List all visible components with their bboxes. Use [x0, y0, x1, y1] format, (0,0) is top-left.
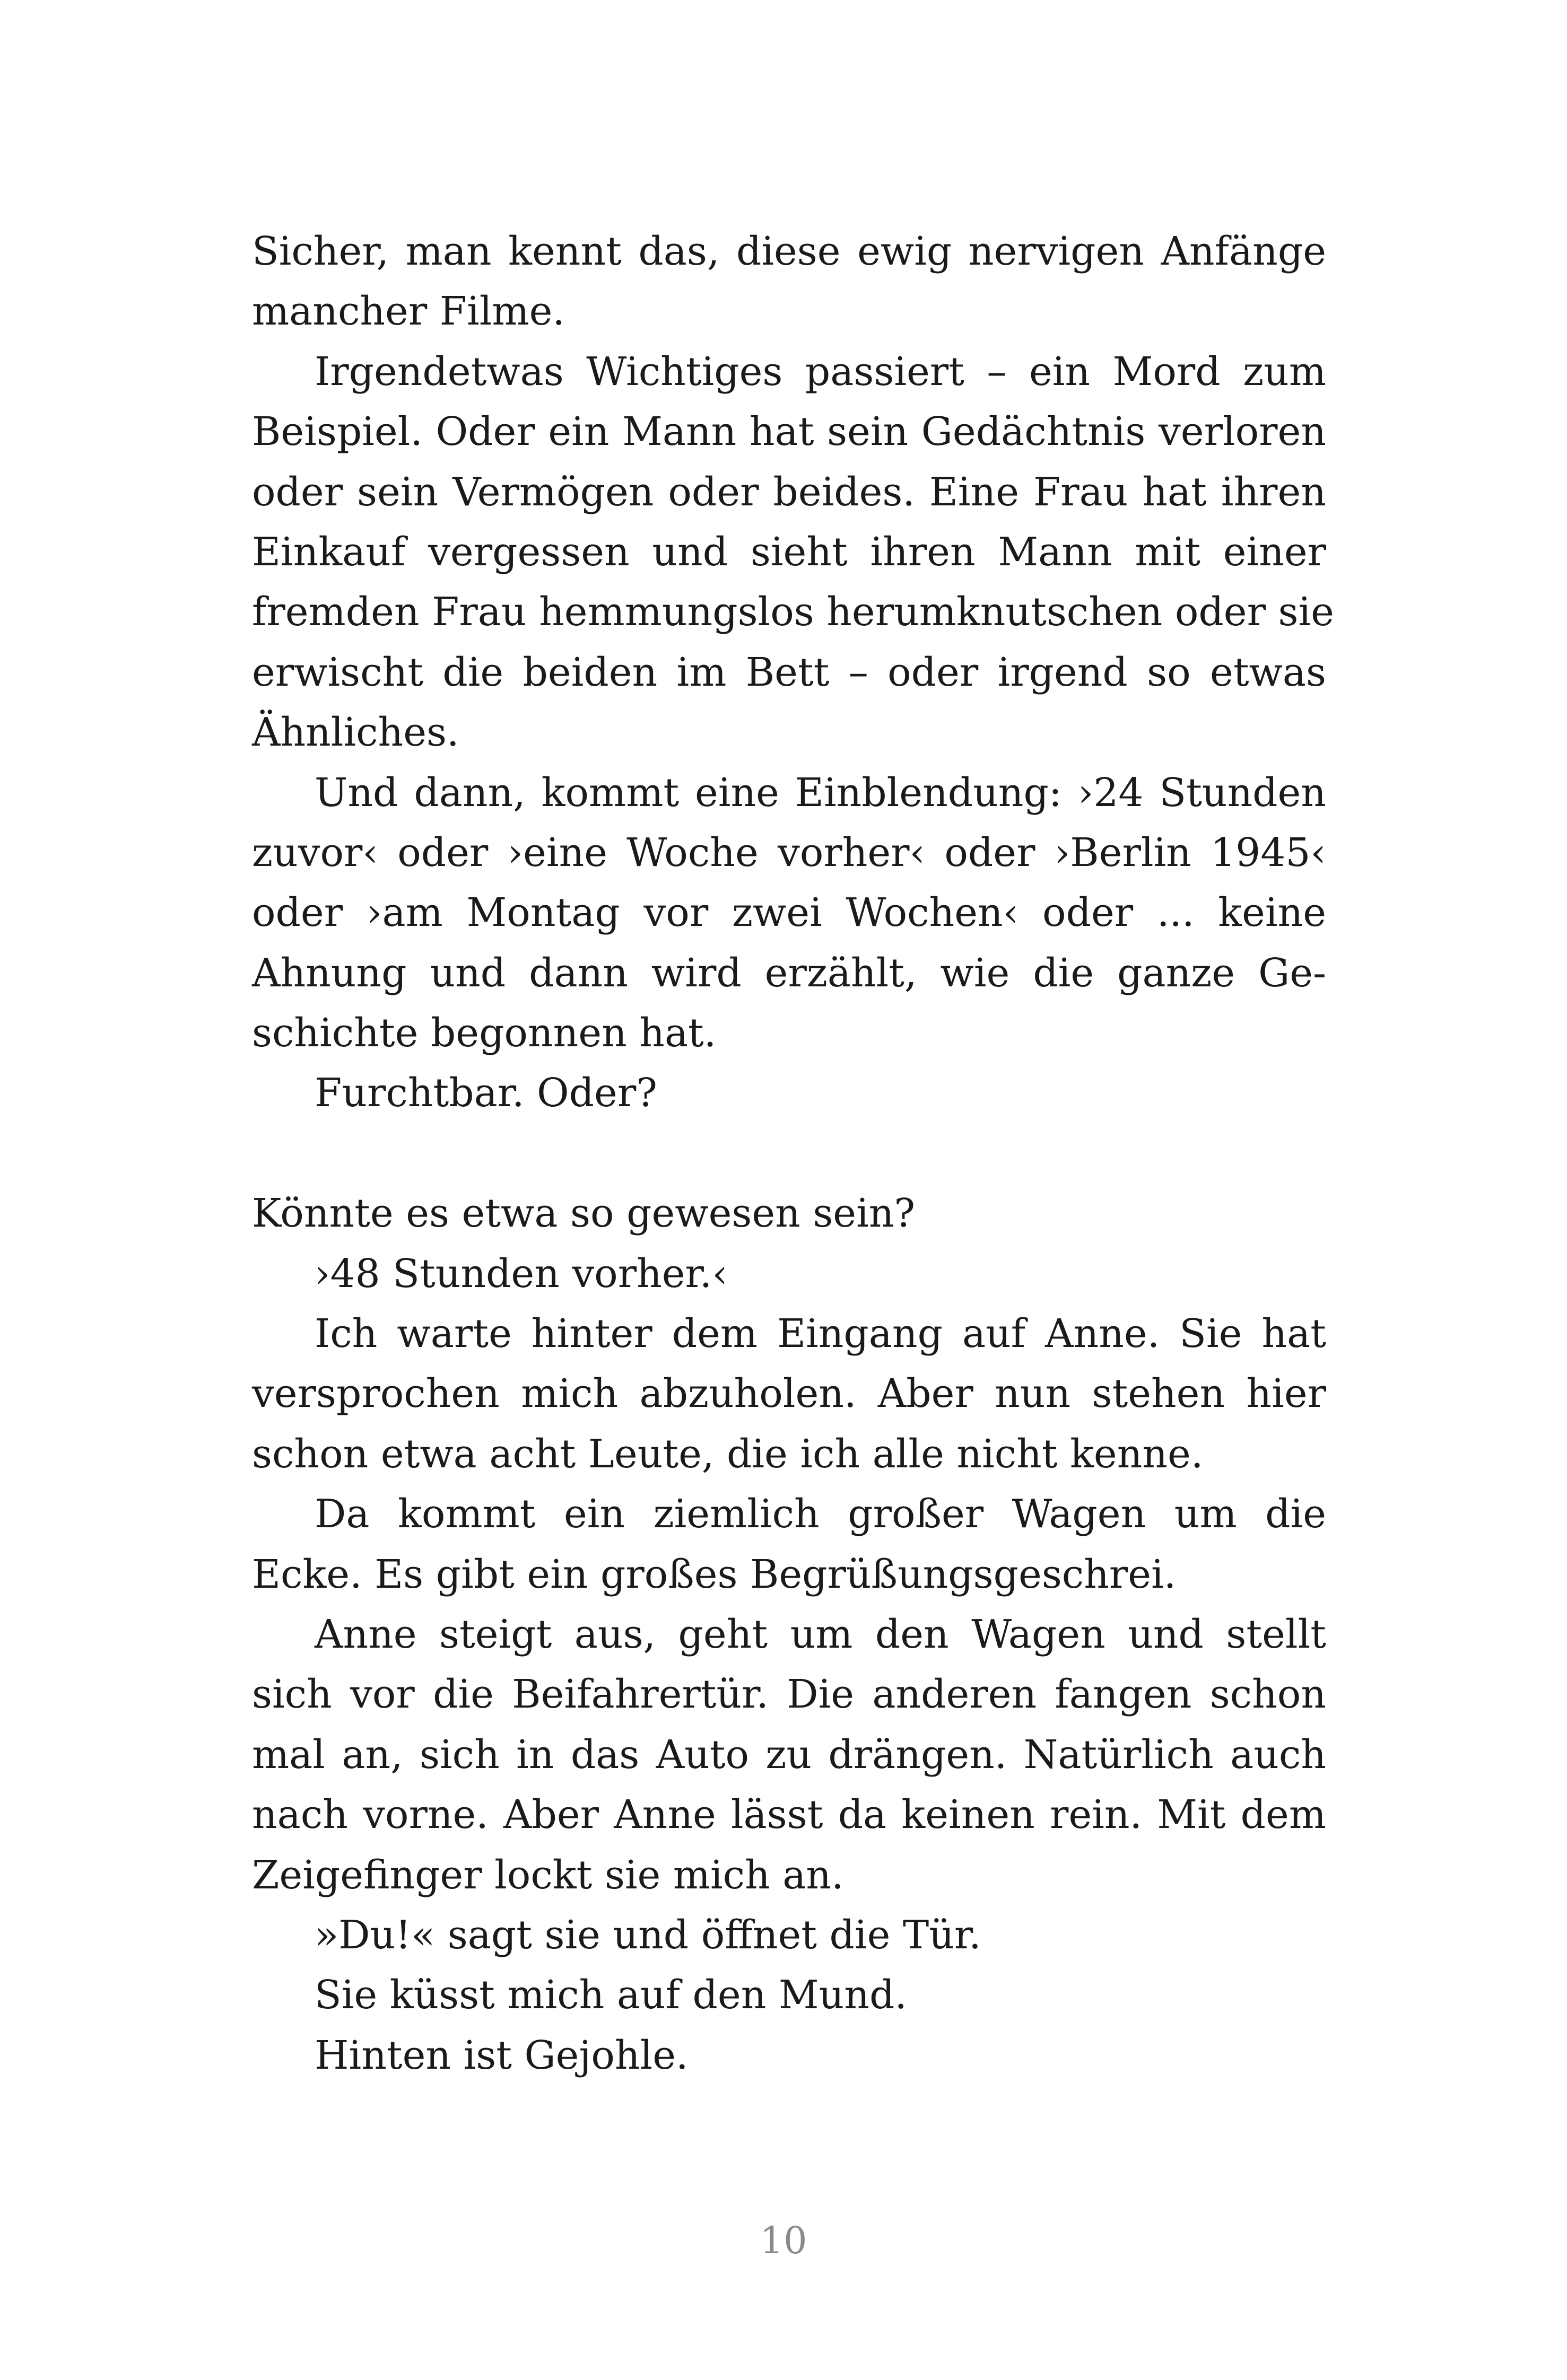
text-line: Ahnung und dann wird erzählt, wie die ganze Ge-: [252, 950, 1326, 996]
text-line: Könnte es etwa so gewesen sein?: [252, 1191, 916, 1237]
text-line: fremden Frau hemmungslos herumknutschen oder sie: [252, 589, 1334, 635]
text-line: Beispiel. Oder ein Mann hat sein Gedächtnis verloren: [252, 409, 1326, 455]
text-line: »Du!« sagt sie und öffnet die Tür.: [315, 1912, 981, 1958]
text-line: mal an, sich in das Auto zu drängen. Natürlich auch: [252, 1731, 1326, 1778]
text-line: Furchtbar. Oder?: [315, 1070, 657, 1116]
text-line: ›48 Stunden vorher.‹: [315, 1250, 728, 1297]
text-line: oder ›am Montag vor zwei Wochen‹ oder ... keine: [252, 890, 1326, 936]
text-line: schon etwa acht Leute, die ich alle nicht kenne.: [252, 1431, 1204, 1477]
text-line: Hinten ist Gejohle.: [315, 2032, 689, 2078]
text-line: Ecke. Es gibt ein großes Begrüßungsgeschrei.: [252, 1551, 1177, 1597]
text-line: mancher Filme.: [252, 288, 565, 335]
text-line: erwischt die beiden im Bett – oder irgend so etwas: [252, 649, 1326, 695]
section-break: [252, 1124, 1326, 1184]
text-line: Anne steigt aus, geht um den Wagen und stellt: [315, 1611, 1326, 1657]
text-line: Irgendetwas Wichtiges passiert – ein Mord zum: [315, 348, 1326, 395]
text-line: zuvor‹ oder ›eine Woche vorher‹ oder ›Berlin 1945‹: [252, 829, 1326, 876]
text-line: sich vor die Beifahrertür. Die anderen fangen schon: [252, 1672, 1326, 1718]
text-line: versprochen mich abzuholen. Aber nun stehen hier: [252, 1371, 1326, 1417]
text-line: Zeigefinger lockt sie mich an.: [252, 1852, 844, 1898]
text-line: oder sein Vermögen oder beides. Eine Frau hat ihren: [252, 469, 1326, 515]
text-line: nach vorne. Aber Anne lässt da keinen rein. Mit dem: [252, 1792, 1326, 1838]
text-line: Sie küsst mich auf den Mund.: [315, 1972, 907, 2018]
text-line: Ähnliches.: [252, 710, 459, 756]
text-line: Da kommt ein ziemlich großer Wagen um die: [315, 1491, 1326, 1537]
body-text: [252, 222, 1334, 2086]
text-line: Einkauf vergessen und sieht ihren Mann mit einer: [252, 529, 1326, 575]
text-line: schichte begonnen hat.: [252, 1010, 717, 1056]
text-line: Ich warte hinter dem Eingang auf Anne. Sie hat: [315, 1311, 1326, 1357]
page-number: 10: [760, 2219, 807, 2262]
text-line: Und dann, kommt eine Einblendung: ›24 Stunden: [315, 769, 1326, 816]
text-line: Sicher, man kennt das, diese ewig nervigen Anfänge: [252, 229, 1326, 274]
